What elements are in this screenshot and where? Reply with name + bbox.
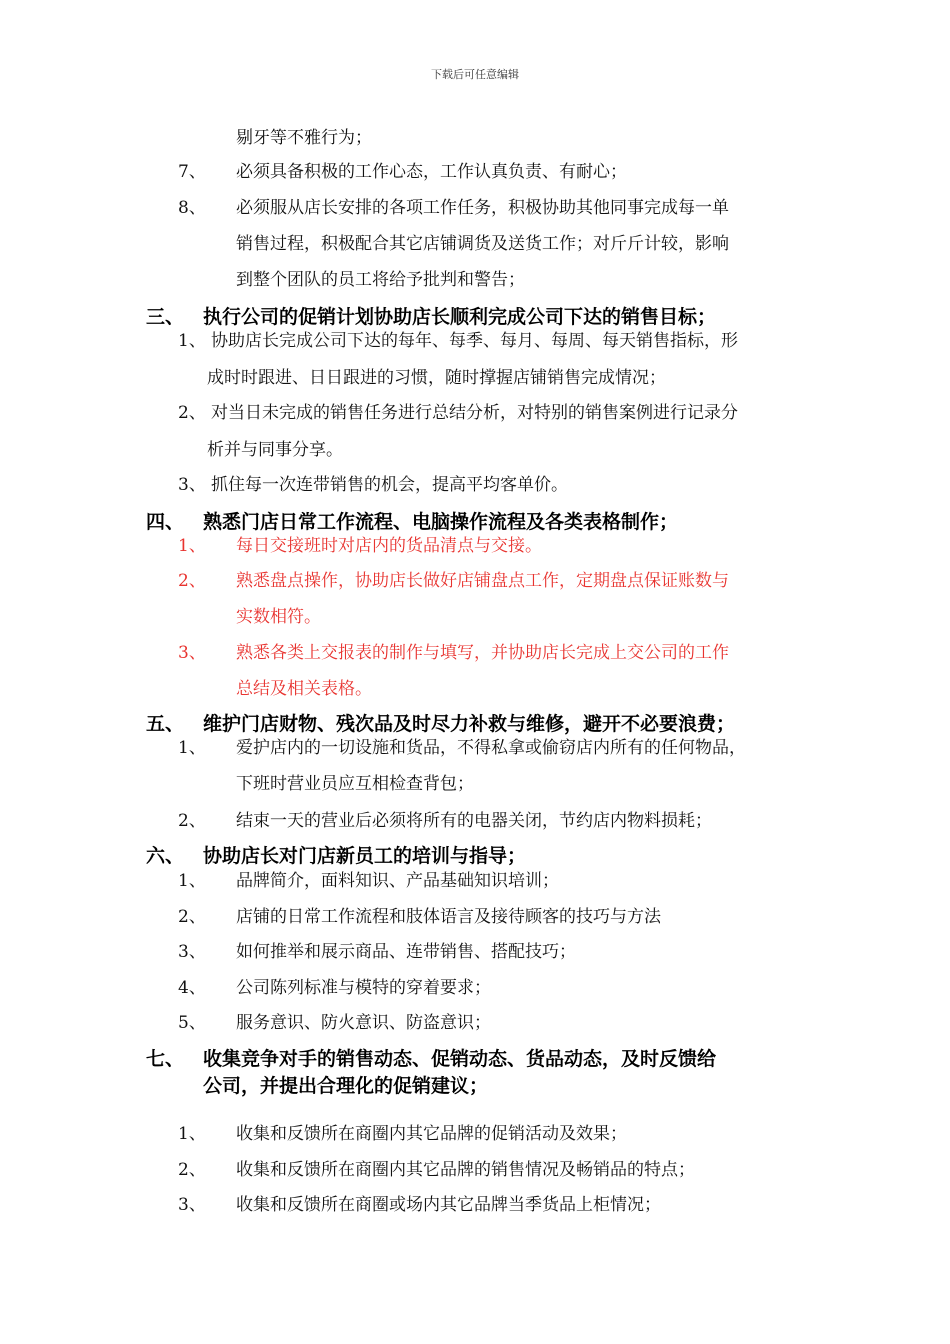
section-title: 执行公司的促销计划协助店长顺利完成公司下达的销售目标； <box>203 306 717 328</box>
item-text: 抓住每一次连带销售的机会，提高平均客单价。 <box>211 475 568 495</box>
section-title: 协助店长对门店新员工的培训与指导； <box>203 845 527 867</box>
item-number: 3、 <box>178 1195 206 1215</box>
section-title: 公司，并提出合理化的促销建议； <box>203 1075 489 1097</box>
item-text: 协助店长完成公司下达的每年、每季、每月、每周、每天销售指标，形 <box>211 331 738 351</box>
continued-line: 剔牙等不雅行为； <box>236 128 372 148</box>
item-number: 1、 <box>178 331 206 351</box>
item-text: 必须服从店长安排的各项工作任务，积极协助其他同事完成每一单 <box>236 198 729 218</box>
item-number: 2、 <box>178 811 206 831</box>
item-number: 7、 <box>178 162 206 182</box>
item-text: 爱护店内的一切设施和货品，不得私拿或偷窃店内所有的任何物品， <box>236 738 746 758</box>
item-text: 收集和反馈所在商圈或场内其它品牌当季货品上柜情况； <box>236 1195 661 1215</box>
item-number: 2、 <box>178 907 206 927</box>
section-title: 维护门店财物、残次品及时尽力补救与维修，避开不必要浪费； <box>203 713 736 735</box>
item-text: 下班时营业员应互相检查背包； <box>236 774 474 794</box>
item-text: 公司陈列标准与模特的穿着要求； <box>236 978 491 998</box>
item-number: 3、 <box>178 643 206 663</box>
section-number: 三、 <box>146 306 185 328</box>
section-title: 收集竞争对手的销售动态、促销动态、货品动态，及时反馈给 <box>203 1048 717 1070</box>
section-number: 七、 <box>146 1048 185 1070</box>
item-text: 收集和反馈所在商圈内其它品牌的促销活动及效果； <box>236 1124 627 1144</box>
item-text: 熟悉盘点操作，协助店长做好店铺盘点工作，定期盘点保证账数与 <box>236 571 729 591</box>
item-text: 销售过程，积极配合其它店铺调货及送货工作；对斤斤计较，影响 <box>236 234 729 254</box>
item-text: 每日交接班时对店内的货品清点与交接。 <box>236 536 542 556</box>
item-text: 熟悉各类上交报表的制作与填写，并协助店长完成上交公司的工作 <box>236 643 729 663</box>
item-text: 必须具备积极的工作心态，工作认真负责、有耐心； <box>236 162 627 182</box>
item-number: 1、 <box>178 1124 206 1144</box>
section-number: 四、 <box>146 511 185 533</box>
item-number: 8、 <box>178 198 206 218</box>
section-title: 熟悉门店日常工作流程、电脑操作流程及各类表格制作； <box>203 511 679 533</box>
item-text: 服务意识、防火意识、防盗意识； <box>236 1013 491 1033</box>
item-text: 总结及相关表格。 <box>236 679 372 699</box>
item-number: 3、 <box>178 942 206 962</box>
item-number: 5、 <box>178 1013 206 1033</box>
item-text: 析并与同事分享。 <box>207 440 343 460</box>
item-text: 结束一天的营业后必须将所有的电器关闭，节约店内物料损耗； <box>236 811 712 831</box>
item-text: 收集和反馈所在商圈内其它品牌的销售情况及畅销品的特点； <box>236 1160 695 1180</box>
item-number: 1、 <box>178 738 206 758</box>
item-text: 如何推举和展示商品、连带销售、搭配技巧； <box>236 942 576 962</box>
item-number: 3、 <box>178 475 206 495</box>
item-number: 2、 <box>178 1160 206 1180</box>
section-number: 六、 <box>146 845 185 867</box>
item-text: 店铺的日常工作流程和肢体语言及接待顾客的技巧与方法 <box>236 907 661 927</box>
item-text: 成时时跟进、日日跟进的习惯，随时撑握店铺销售完成情况； <box>207 368 666 388</box>
item-number: 2、 <box>178 403 206 423</box>
section-number: 五、 <box>146 713 185 735</box>
item-text: 实数相符。 <box>236 607 321 627</box>
item-number: 1、 <box>178 536 206 556</box>
page-header: 下载后可任意编辑 <box>431 68 519 81</box>
item-text: 品牌简介，面料知识、产品基础知识培训； <box>236 871 559 891</box>
item-number: 1、 <box>178 871 206 891</box>
item-number: 4、 <box>178 978 206 998</box>
item-text: 对当日未完成的销售任务进行总结分析，对特别的销售案例进行记录分 <box>211 403 738 423</box>
item-number: 2、 <box>178 571 206 591</box>
item-text: 到整个团队的员工将给予批判和警告； <box>236 270 525 290</box>
